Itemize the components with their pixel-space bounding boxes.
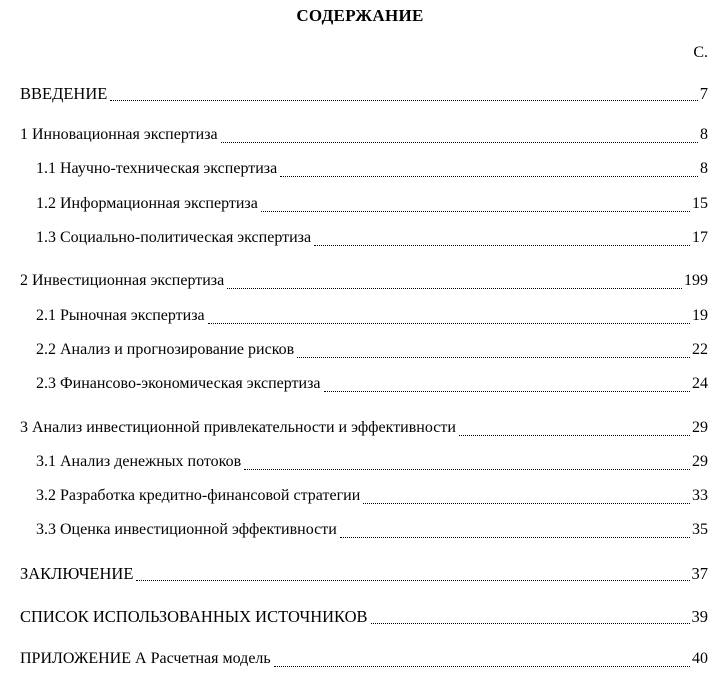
toc-entry-label: 1.3 Социально-политическая экспертиза bbox=[36, 229, 312, 246]
toc-entry-label: 3 Анализ инвестиционной привлекательности и эффективности bbox=[20, 419, 456, 436]
toc-entry-section-2[interactable] bbox=[20, 272, 708, 294]
toc-entry-page-number: 22 bbox=[692, 341, 708, 358]
toc-entry-page-number: 8 bbox=[700, 160, 708, 177]
toc-entry-page-number: 35 bbox=[692, 521, 708, 538]
toc-entry-section-3-2[interactable] bbox=[36, 487, 708, 509]
dot-leader bbox=[371, 623, 690, 624]
dot-leader bbox=[208, 323, 690, 324]
dot-leader bbox=[261, 211, 690, 212]
toc-entry-label: 3.1 Анализ денежных потоков bbox=[36, 453, 242, 470]
toc-entry-page-number: 29 bbox=[692, 419, 708, 436]
dot-leader bbox=[227, 288, 682, 289]
toc-entry-page-number: 17 bbox=[692, 229, 708, 246]
dot-leader bbox=[221, 142, 698, 143]
toc-entry-section-1-2[interactable] bbox=[36, 195, 708, 217]
toc-entry-section-3-1[interactable] bbox=[36, 453, 708, 475]
toc-entry-page-number: 29 bbox=[692, 453, 708, 470]
toc-entry-label: 2.1 Рыночная экспертиза bbox=[36, 307, 205, 324]
toc-entry-section-3-3[interactable] bbox=[36, 521, 708, 543]
dot-leader bbox=[340, 537, 690, 538]
toc-entry-page-number: 37 bbox=[691, 564, 708, 583]
dot-leader bbox=[363, 503, 690, 504]
dot-leader bbox=[136, 580, 689, 581]
toc-entry-label: 1.2 Информационная экспертиза bbox=[36, 195, 258, 212]
toc-entry-section-1-1[interactable] bbox=[36, 160, 708, 182]
toc-entry-section-1-3[interactable] bbox=[36, 229, 708, 251]
toc-entry-section-2-3[interactable] bbox=[36, 375, 708, 397]
toc-entry-page-number: 40 bbox=[692, 650, 708, 667]
toc-entry-references[interactable] bbox=[20, 607, 708, 629]
page-column-header: С. bbox=[693, 44, 708, 61]
toc-entry-page-number: 7 bbox=[699, 84, 708, 103]
toc-entry-page-number: 15 bbox=[692, 195, 708, 212]
toc-entry-label: 2.2 Анализ и прогнозирование рисков bbox=[36, 341, 295, 358]
toc-entry-label: ПРИЛОЖЕНИЕ А Расчетная модель bbox=[20, 650, 271, 667]
toc-entry-label: ЗАКЛЮЧЕНИЕ bbox=[20, 564, 134, 583]
dot-leader bbox=[459, 435, 690, 436]
toc-entry-label: 1 Инновационная экспертиза bbox=[20, 126, 218, 143]
page-title: СОДЕРЖАНИЕ bbox=[296, 6, 424, 25]
dot-leader bbox=[274, 666, 690, 667]
dot-leader bbox=[324, 391, 691, 392]
toc-entry-label: СПИСОК ИСПОЛЬЗОВАННЫХ ИСТОЧНИКОВ bbox=[20, 607, 368, 626]
toc-entry-label: 1.1 Научно-техническая экспертиза bbox=[36, 160, 278, 177]
toc-entry-section-2-1[interactable] bbox=[36, 307, 708, 329]
dot-leader bbox=[314, 245, 690, 246]
dot-leader bbox=[110, 100, 697, 101]
toc-entry-page-number: 199 bbox=[684, 272, 708, 289]
toc-entry-section-3[interactable] bbox=[20, 419, 708, 441]
toc-entry-section-1[interactable] bbox=[20, 126, 708, 148]
toc-entry-page-number: 8 bbox=[700, 126, 708, 143]
toc-entry-label: 2.3 Финансово-экономическая экспертиза bbox=[36, 375, 321, 392]
toc-entry-label: 2 Инвестиционная экспертиза bbox=[20, 272, 225, 289]
toc-entry-label: 3.2 Разработка кредитно-финансовой стратегии bbox=[36, 487, 361, 504]
dot-leader bbox=[244, 469, 690, 470]
dot-leader bbox=[297, 357, 690, 358]
toc-entry-page-number: 39 bbox=[691, 607, 708, 626]
toc-entry-label: 3.3 Оценка инвестиционной эффективности bbox=[36, 521, 337, 538]
toc-entry-page-number: 19 bbox=[692, 307, 708, 324]
toc-entry-conclusion[interactable] bbox=[20, 564, 708, 586]
toc-entry-section-2-2[interactable] bbox=[36, 341, 708, 363]
toc-entry-appendix-a[interactable] bbox=[20, 650, 708, 672]
toc-entry-introduction[interactable] bbox=[20, 84, 708, 106]
toc-entry-label: ВВЕДЕНИЕ bbox=[20, 84, 108, 103]
dot-leader bbox=[280, 176, 698, 177]
toc-entry-page-number: 33 bbox=[692, 487, 708, 504]
toc-entry-page-number: 24 bbox=[692, 375, 708, 392]
